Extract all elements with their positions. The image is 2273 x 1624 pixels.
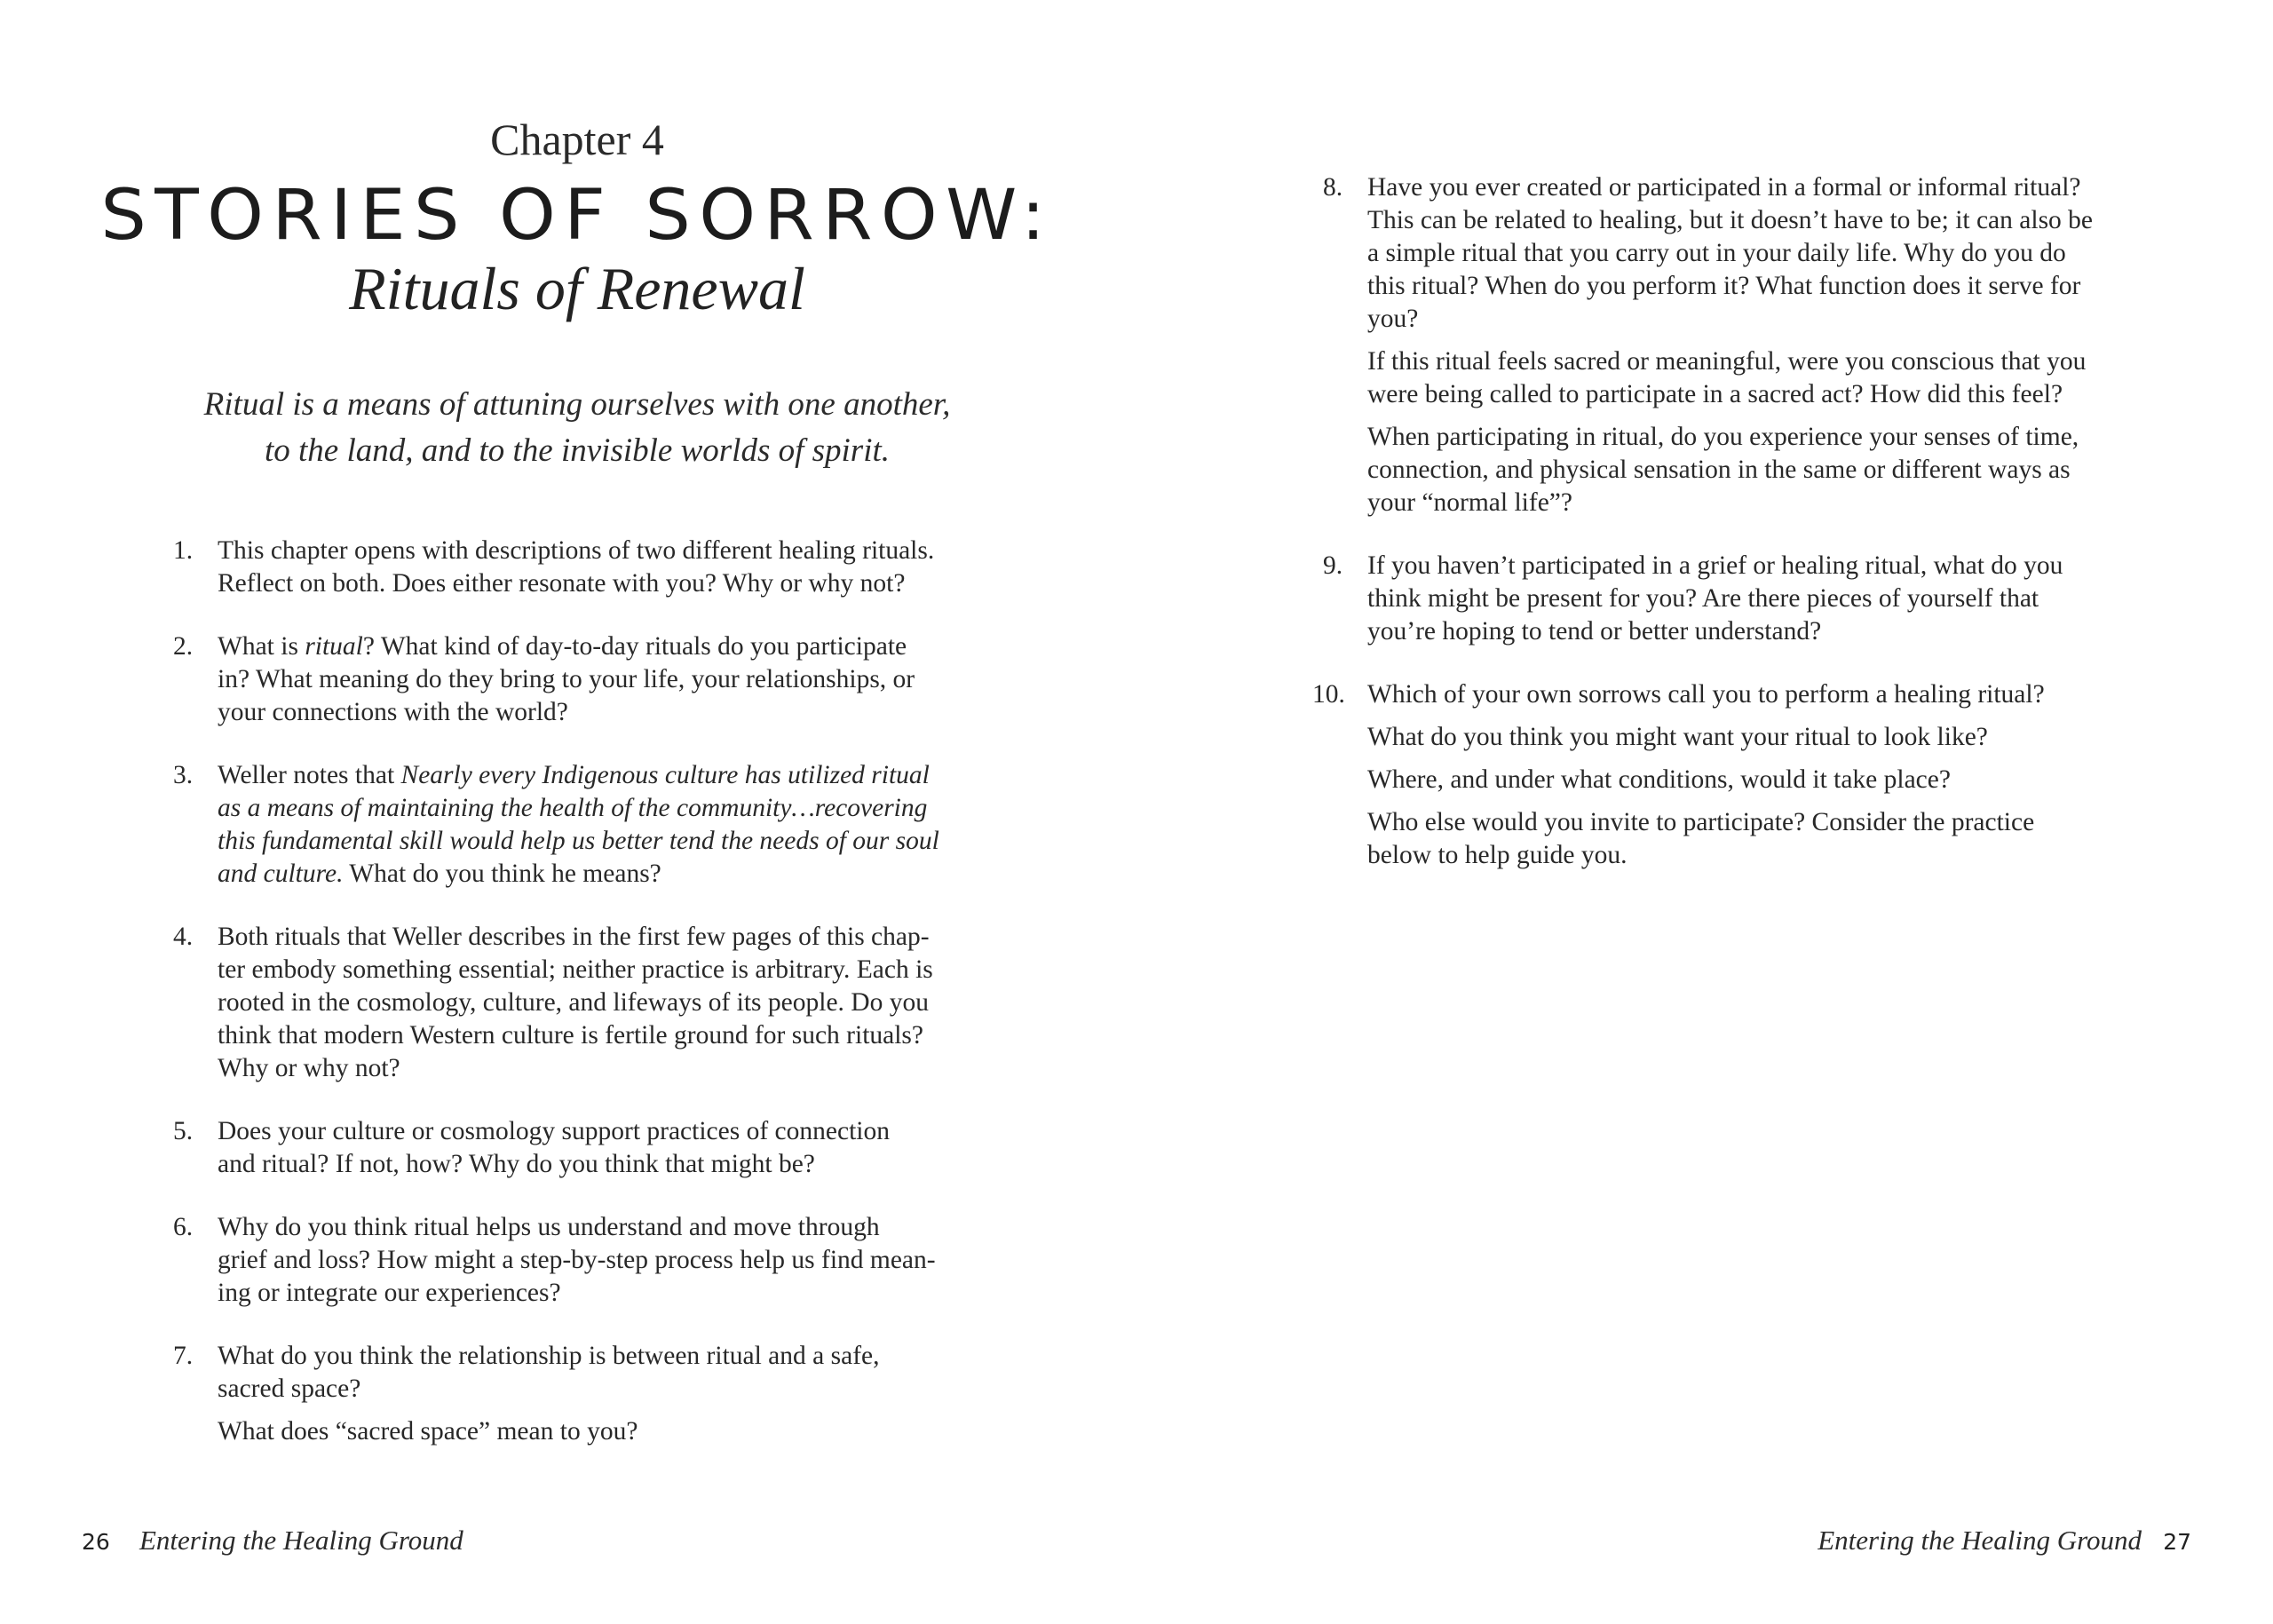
question-number: 1. bbox=[173, 536, 194, 565]
chapter-label: Chapter 4 bbox=[490, 115, 664, 164]
question-text: Which of your own sorrows call you to perform a healing ritual? bbox=[1367, 680, 2045, 709]
page-number-right: 27 bbox=[2163, 1529, 2191, 1555]
question-number: 3. bbox=[173, 761, 194, 789]
question-number: 10. bbox=[1312, 680, 1345, 709]
epigraph-line: to the land, and to the invisible worlds of spirit. bbox=[264, 432, 891, 469]
question-number: 9. bbox=[1323, 551, 1343, 580]
question-text: Why do you think ritual helps us understand and move through grief and loss? How might a step-by-step process help us find mean- ing or integrate our experiences? bbox=[218, 1213, 936, 1307]
question-list-right bbox=[1312, 171, 2122, 902]
question-number: 7. bbox=[173, 1342, 194, 1370]
question-7 bbox=[173, 1340, 972, 1448]
question-number: 8. bbox=[1323, 173, 1343, 202]
page-number-left: 26 bbox=[82, 1529, 110, 1555]
quotation: and culture. bbox=[218, 860, 344, 888]
question-2 bbox=[173, 630, 972, 729]
question-followup: What does “sacred space” mean to you? bbox=[218, 1417, 638, 1446]
question-text: Have you ever created or participated in a formal or informal ritual? This can be related to healing, but it doesn’t have to be; it can also be a simple ritual that you carry out in your daily life. Why do you do this ritual? When do you perform it? What function does it serve for you? bbox=[1367, 173, 2094, 333]
emphasis: ritual bbox=[305, 632, 363, 661]
question-9 bbox=[1323, 550, 2122, 648]
quotation: this fundamental skill would help us better tend the needs of our soul bbox=[218, 827, 939, 855]
question-number: 4. bbox=[173, 923, 194, 951]
question-text: Does your culture or cosmology support practices of connection and ritual? If not, how? Why do you think that might be? bbox=[218, 1117, 890, 1178]
question-text: What do you think the relationship is between ritual and a safe, sacred space? bbox=[218, 1342, 880, 1403]
quotation: as a means of maintaining the health of the community…recovering bbox=[218, 794, 928, 822]
question-number: 2. bbox=[173, 632, 194, 661]
running-title-right: Entering the Healing Ground bbox=[1818, 1525, 2142, 1556]
question-number: 6. bbox=[173, 1213, 194, 1241]
question-1 bbox=[173, 535, 972, 600]
question-followup: Who else would you invite to participate? Consider the practice below to help guide you. bbox=[1367, 808, 2035, 869]
question-followup: When participating in ritual, do you experience your senses of time, connection, and physical sensation in the same or different ways as your “normal life”? bbox=[1367, 423, 2079, 517]
epigraph-line: Ritual is a means of attuning ourselves with one another, bbox=[203, 386, 951, 423]
question-followup: What do you think you might want your ritual to look like? bbox=[1367, 723, 1988, 751]
question-number: 5. bbox=[173, 1117, 194, 1145]
question-followup: If this ritual feels sacred or meaningful, were you conscious that you were being called to participate in a sacred act? How did this feel? bbox=[1367, 347, 2087, 408]
chapter-subtitle: Rituals of Renewal bbox=[349, 255, 805, 322]
question-followup: Where, and under what conditions, would it take place? bbox=[1367, 765, 1951, 794]
running-title-left: Entering the Healing Ground bbox=[139, 1525, 463, 1556]
question-text: Weller notes that Nearly every Indigenous culture has utilized ritual as a means of maintaining the health of the community…recovering this fundamental skill would help us better tend the needs of our soul and culture. What do you think he means? bbox=[218, 761, 939, 888]
question-3 bbox=[173, 759, 972, 891]
left-page bbox=[0, 0, 1136, 1624]
question-5 bbox=[173, 1115, 972, 1181]
question-list-left bbox=[173, 535, 972, 1478]
question-text: This chapter opens with descriptions of two different healing rituals. Reflect on both. Does either resonate with you? Why or why not? bbox=[218, 536, 935, 598]
question-text: What is ritual? What kind of day-to-day rituals do you participate in? What meaning do they bring to your life, your relationships, or your connections with the world? bbox=[218, 632, 915, 726]
question-10 bbox=[1312, 678, 2122, 872]
epigraph bbox=[0, 382, 1154, 474]
question-8 bbox=[1323, 171, 2122, 519]
quotation: Nearly every Indigenous culture has utilized ritual bbox=[400, 761, 930, 789]
question-text: Both rituals that Weller describes in the first few pages of this chap- ter embody something essential; neither practice is arbitrary. Each is rooted in the cosmology, culture, and lifeways of its people. Do you think that modern Western culture is fertile ground for such rituals? Why or why not? bbox=[218, 923, 933, 1082]
question-4 bbox=[173, 921, 972, 1085]
chapter-title: STORIES OF SORROW: bbox=[100, 176, 1054, 256]
question-text: If you haven’t participated in a grief or healing ritual, what do you think might be present for you? Are there pieces of yourself that you’re hoping to tend or better understand? bbox=[1367, 551, 2063, 646]
question-6 bbox=[173, 1211, 972, 1310]
